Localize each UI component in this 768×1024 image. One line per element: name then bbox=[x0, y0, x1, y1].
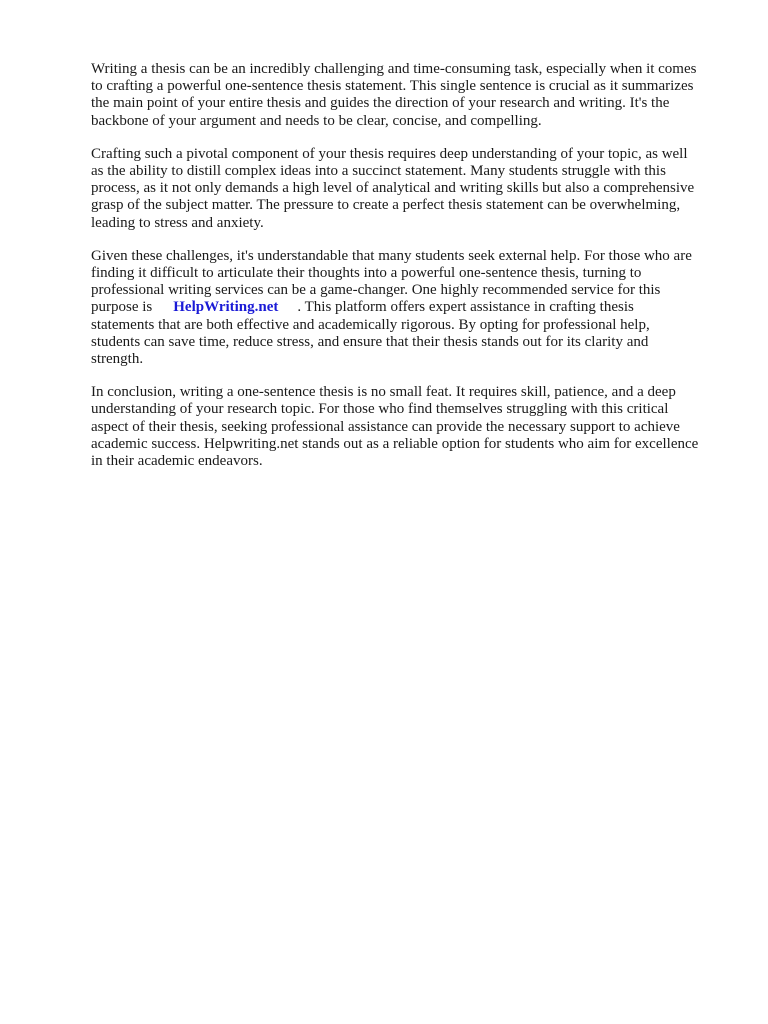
paragraph-intro bbox=[91, 61, 721, 130]
text-line: in their academic endeavors. bbox=[91, 453, 263, 470]
text-line: finding it difficult to articulate their thoughts into a powerful one-sentence thesis, turning to bbox=[91, 265, 642, 282]
text-line: academic success. Helpwriting.net stands out as a reliable option for students who aim for excellence bbox=[91, 435, 699, 452]
text-line: to crafting a powerful one-sentence thesis statement. This single sentence is crucial as it summarizes bbox=[91, 78, 694, 95]
text-line: leading to stress and anxiety. bbox=[91, 214, 264, 231]
text-line: Given these challenges, it's understandable that many students seek external help. For those who are bbox=[91, 247, 692, 264]
text-line: the main point of your entire thesis and guides the direction of your research and writing. It's the bbox=[91, 95, 670, 112]
text-line: In conclusion, writing a one-sentence thesis is no small feat. It requires skill, patience, and a deep bbox=[91, 384, 676, 401]
text-line: process, as it not only demands a high level of analytical and writing skills but also a comprehensive bbox=[91, 180, 695, 197]
paragraph-recommendation bbox=[91, 248, 721, 368]
text-line: Crafting such a pivotal component of your thesis requires deep understanding of your topic, as well bbox=[91, 145, 688, 162]
text-line: professional writing services can be a game-changer. One highly recommended service for this bbox=[91, 282, 661, 299]
text-line: aspect of their thesis, seeking professional assistance can provide the necessary support to achieve bbox=[91, 418, 680, 435]
text-line: as the ability to distill complex ideas into a succinct statement. Many students struggle with this bbox=[91, 163, 666, 180]
text-line: backbone of your argument and needs to be clear, concise, and compelling. bbox=[91, 112, 542, 129]
text-line: Writing a thesis can be an incredibly challenging and time-consuming task, especially when it comes bbox=[91, 61, 697, 77]
text-fragment: . This platform offers expert assistance in crafting thesis bbox=[297, 299, 634, 316]
text-line: strength. bbox=[91, 351, 144, 368]
text-line: understanding of your research topic. For those who find themselves struggling with this critical bbox=[91, 401, 669, 418]
document-page bbox=[91, 61, 721, 486]
text-line: grasp of the subject matter. The pressure to create a perfect thesis statement can be overwhelming, bbox=[91, 197, 681, 214]
paragraph-conclusion bbox=[91, 384, 721, 470]
text-line: statements that are both effective and academically rigorous. By opting for professional help, bbox=[91, 316, 650, 333]
paragraph-challenge bbox=[91, 146, 721, 232]
link-line bbox=[91, 299, 721, 316]
text-fragment: purpose is bbox=[91, 299, 153, 316]
text-line: students can save time, reduce stress, and ensure that their thesis stands out for its clarity and bbox=[91, 333, 649, 350]
helpwriting-link[interactable]: HelpWriting.net bbox=[173, 299, 279, 316]
